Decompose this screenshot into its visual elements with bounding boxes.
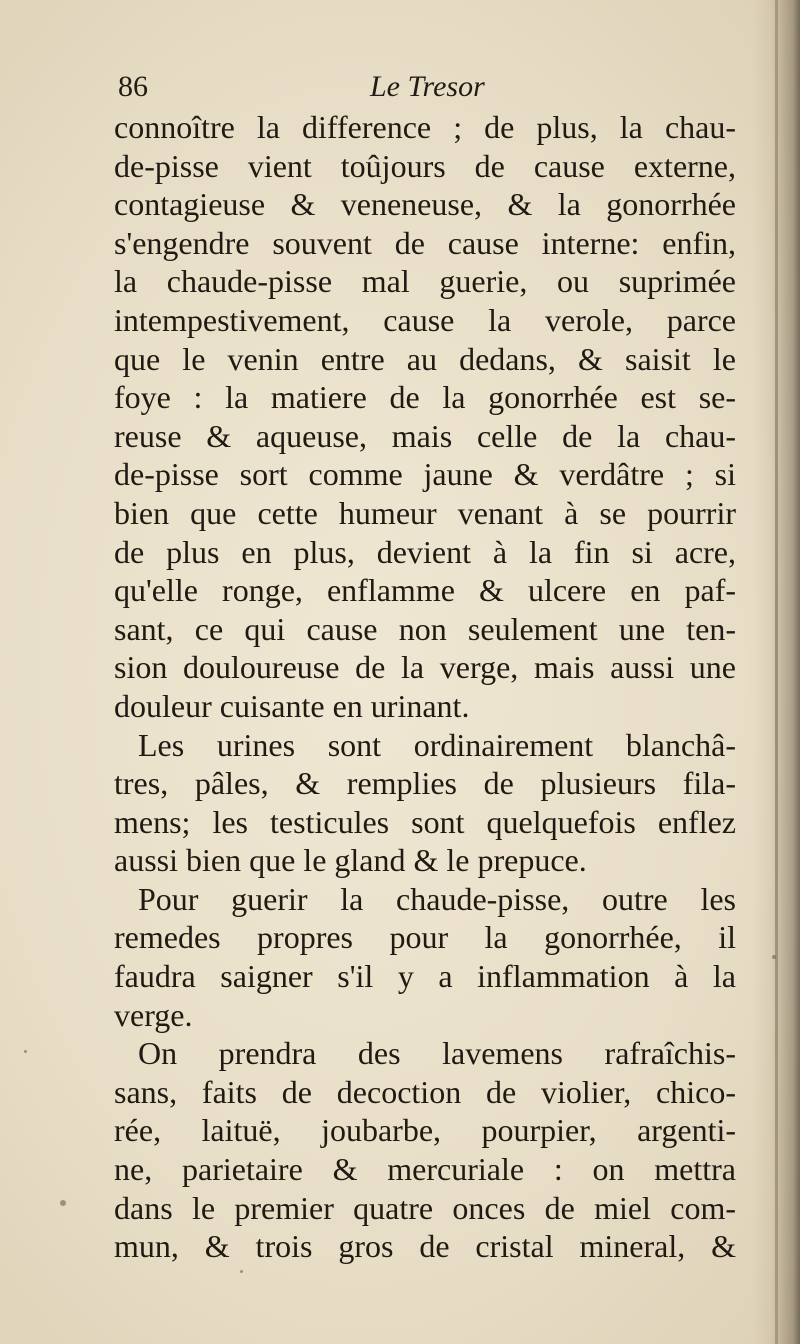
page-edge <box>775 0 778 1344</box>
text-line: aussi bien que le gland & le prepuce. <box>114 842 587 879</box>
page-number: 86 <box>118 70 148 103</box>
text-line: ne, parietaire & mercuriale : on mettra <box>114 1151 736 1188</box>
text-line: de-pisse sort comme jaune & verdâtre ; si <box>114 456 736 493</box>
text-line: faudra saigner s'il y a inflammation à la <box>114 958 736 995</box>
text-line: tres, pâles, & remplies de plusieurs fila- <box>114 765 736 802</box>
body-text <box>114 108 736 1266</box>
text-line: sion douloureuse de la verge, mais aussi une <box>114 649 736 686</box>
text-line: On prendra des lavemens rafraîchis- <box>138 1035 736 1072</box>
text-line: s'engendre souvent de cause interne: enfin, <box>114 224 736 261</box>
text-line: sans, faits de decoction de violier, chico- <box>114 1073 736 1110</box>
text-line: douleur cuisante en urinant. <box>114 687 470 724</box>
text-line: la chaude-pisse mal guerie, ou suprimée <box>114 263 736 300</box>
text-line: remedes propres pour la gonorrhée, il <box>114 919 736 956</box>
text-line: intempestivement, cause la verole, parce <box>114 301 736 338</box>
text-line: que le venin entre au dedans, & saisit le <box>114 340 736 377</box>
text-line: sant, ce qui cause non seulement une ten- <box>114 610 736 647</box>
text-line: mens; les testicules sont quelquefois enflez <box>114 803 736 840</box>
running-title: Le Tresor <box>370 70 485 103</box>
text-line: foye : la matiere de la gonorrhée est se- <box>114 379 736 416</box>
text-line: reuse & aqueuse, mais celle de la chau- <box>114 417 736 454</box>
text-line: rée, laituë, joubarbe, pourpier, argenti- <box>114 1112 736 1149</box>
text-line: bien que cette humeur venant à se pourrir <box>114 494 736 531</box>
text-line: connoître la difference ; de plus, la chau- <box>114 109 736 145</box>
text-line: de-pisse vient toûjours de cause externe, <box>114 147 736 184</box>
text-line: Pour guerir la chaude-pisse, outre les <box>138 880 736 917</box>
text-line: de plus en plus, devient à la fin si acre, <box>114 533 736 570</box>
text-line: Les urines sont ordinairement blanchâ- <box>138 726 736 763</box>
text-line: verge. <box>114 996 193 1033</box>
text-line: mun, & trois gros de cristal mineral, & <box>114 1228 736 1265</box>
text-line: contagieuse & veneneuse, & la gonorrhée <box>114 186 736 223</box>
text-line: dans le premier quatre onces de miel com- <box>114 1189 736 1226</box>
text-line: qu'elle ronge, enflamme & ulcere en paf- <box>114 572 736 609</box>
